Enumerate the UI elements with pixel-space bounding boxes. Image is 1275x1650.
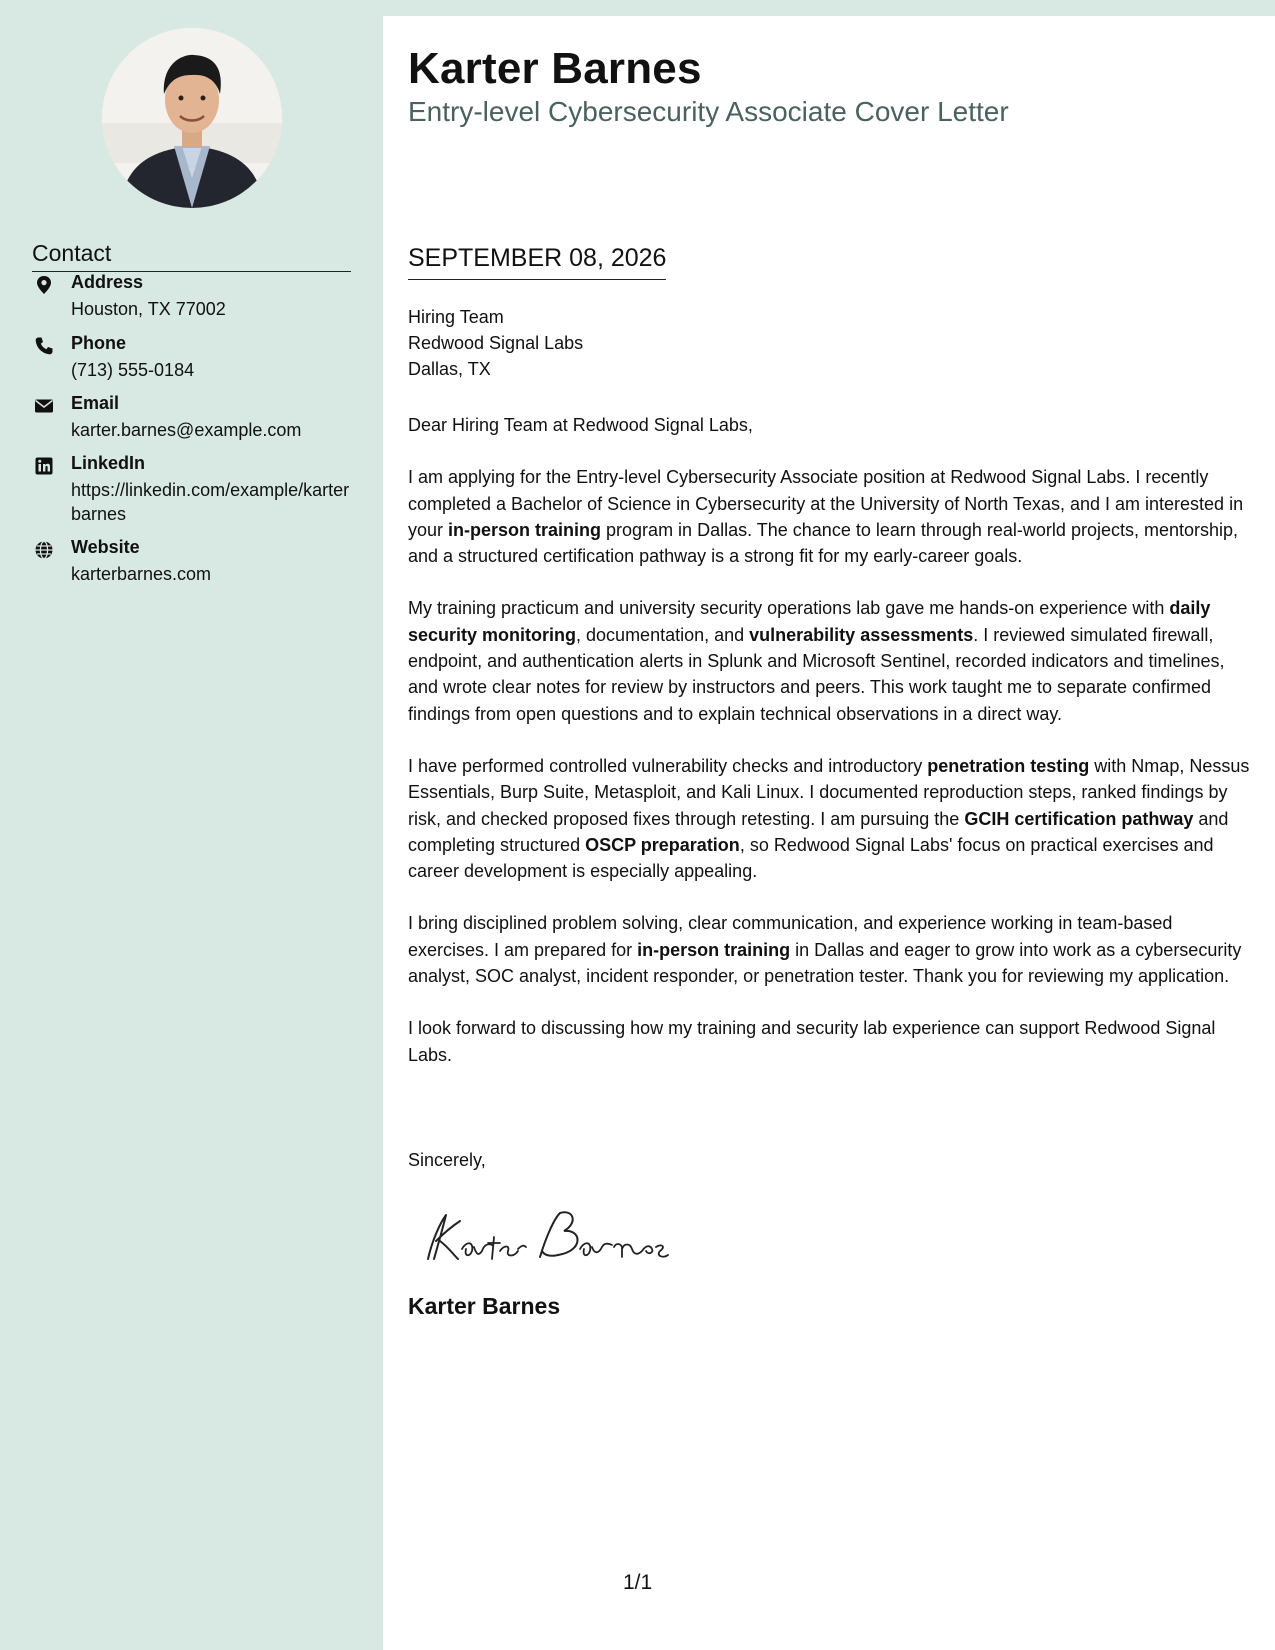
letter-page <box>383 16 1275 1650</box>
paragraph-text: , documentation, and <box>576 624 750 645</box>
paragraph-text: with Nmap, Nessus Essentials, Burp Suite, Metasploit, and Kali Linux. I documented reproduction steps, ranked findings by risk, and checked proposed fixes through retesting. I am pursuing the <box>408 755 1250 829</box>
letter-body <box>408 412 1250 1094</box>
emphasized-text: GCIH certification pathway <box>964 808 1194 829</box>
page-number: 1/1 <box>623 1571 653 1594</box>
closing: Sincerely, <box>408 1150 486 1170</box>
phone-icon <box>34 336 54 356</box>
paragraph-text: I bring disciplined problem solving, clear communication, and experience working in team-based exercises. I am prepared for <box>408 913 1173 960</box>
contact-label: Website <box>71 537 140 557</box>
signer-name: Karter Barnes <box>408 1293 561 1319</box>
contact-value: karter.barnes@example.com <box>71 420 302 440</box>
recipient-line: Hiring Team <box>408 307 504 327</box>
contact-value: karterbarnes.com <box>71 564 212 584</box>
contact-value: https://linkedin.com/example/karterbarnes <box>71 480 350 524</box>
paragraph-text: . I reviewed simulated firewall, endpoint, and authentication alerts in Splunk and Microsoft Sentinel, recorded indicators and timelines, and wrote clear notes for review by instructors and peers. This work taught me to separate confirmed findings from open questions and to explain technical observations in a direct way. <box>408 624 1225 724</box>
letter-paragraph <box>408 464 1250 569</box>
emphasized-text: daily security monitoring <box>408 598 1211 645</box>
contact-label: Phone <box>71 333 127 353</box>
sidebar <box>0 0 383 1650</box>
paragraph-text: I have performed controlled vulnerability checks and introductory <box>408 755 928 776</box>
contact-value: (713) 555-0184 <box>71 360 195 380</box>
paragraph-text: in Dallas and eager to grow into work as a cybersecurity analyst, SOC analyst, incident responder, or penetration tester. Thank you for reviewing my application. <box>408 939 1242 987</box>
emphasized-text: OSCP preparation <box>585 834 740 855</box>
person-photo-icon <box>102 28 282 208</box>
salutation: Dear Hiring Team at Redwood Signal Labs, <box>408 415 753 435</box>
paragraph-text: I am applying for the Entry-level Cybersecurity Associate position at Redwood Signal Labs. I recently completed a Bachelor of Science in Cybersecurity at the University of North Texas, and I am interested in your <box>408 467 1244 540</box>
letter-paragraph <box>408 595 1250 726</box>
paragraph-text: , so Redwood Signal Labs' focus on practical exercises and career development is especially appealing. <box>408 834 1214 882</box>
envelope-icon <box>34 396 54 416</box>
map-pin-icon <box>34 275 54 295</box>
contact-label: Email <box>71 393 120 413</box>
letter-date: SEPTEMBER 08, 2026 <box>408 244 666 280</box>
recipient-line: Redwood Signal Labs <box>408 333 584 353</box>
document-subtitle: Entry-level Cybersecurity Associate Cover Letter <box>408 96 1009 127</box>
linkedin-icon <box>34 456 54 476</box>
paragraph-text: My training practicum and university security operations lab gave me hands-on experience with <box>408 598 1170 619</box>
emphasized-text: in-person training <box>448 519 602 540</box>
paragraph-text: program in Dallas. The chance to learn through real-world projects, mentorship, and a structured certification pathway is a strong fit for my early-career goals. <box>408 519 1239 567</box>
letter-paragraph <box>408 910 1250 989</box>
profile-photo <box>102 28 282 208</box>
letter-paragraph <box>408 1015 1250 1068</box>
contact-heading: Contact <box>32 240 351 272</box>
recipient-line: Dallas, TX <box>408 359 491 379</box>
applicant-name: Karter Barnes <box>408 44 702 93</box>
contact-label: LinkedIn <box>71 453 146 473</box>
emphasized-text: penetration testing <box>927 755 1090 776</box>
contact-label: Address <box>71 272 144 292</box>
contact-value: Houston, TX 77002 <box>71 299 226 319</box>
letter-paragraph <box>408 753 1250 884</box>
handwritten-signature <box>418 1201 678 1281</box>
recipient-block <box>408 304 583 382</box>
emphasized-text: in-person training <box>637 939 791 960</box>
emphasized-text: vulnerability assessments <box>749 624 974 645</box>
paragraph-text: I look forward to discussing how my training and security lab experience can support Redwood Signal Labs. <box>408 1018 1216 1065</box>
globe-icon <box>34 540 54 560</box>
paragraph-text: and completing structured <box>408 808 1229 855</box>
